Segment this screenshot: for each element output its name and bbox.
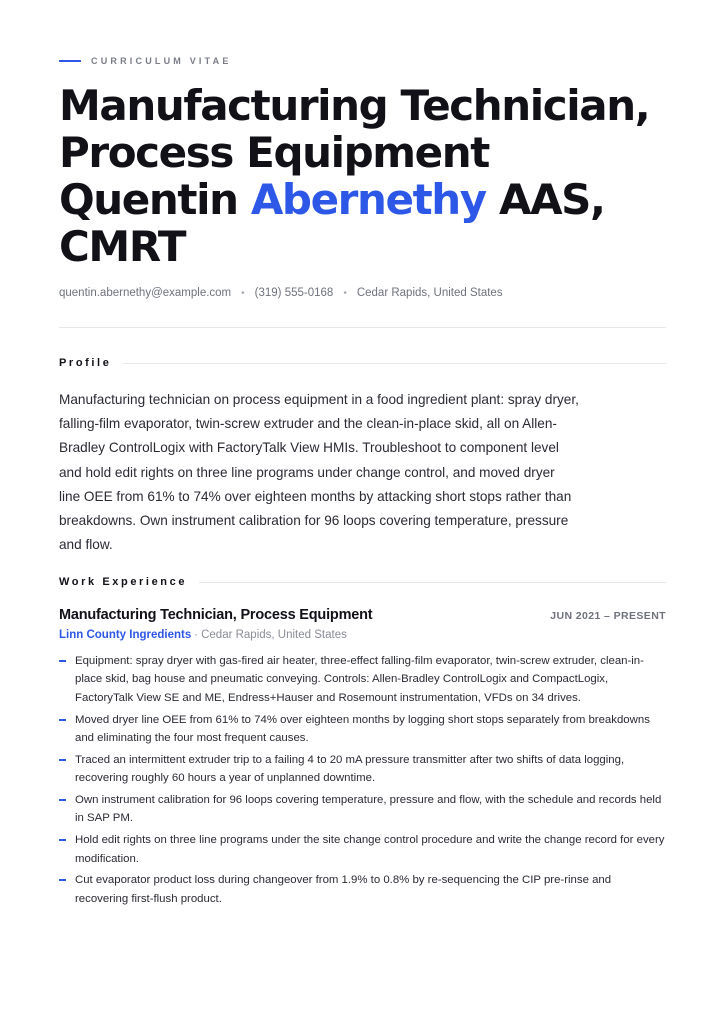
experience-section-header bbox=[59, 576, 666, 588]
job-location: Cedar Rapids, United States bbox=[201, 629, 347, 641]
list-item bbox=[59, 751, 666, 788]
bullet-dash-icon bbox=[59, 660, 66, 662]
section-divider bbox=[199, 582, 666, 583]
contact-separator: • bbox=[241, 287, 245, 299]
bullet-text: Hold edit rights on three line programs under the site change control procedure and write the change record for every modification. bbox=[75, 834, 665, 865]
job-organization bbox=[59, 629, 347, 641]
bullet-text: Equipment: spray dryer with gas-fired air heater, three-effect falling-film evaporator, twin-screw extruder, clean-in-place skid, bag house and pneumatic conveying. Controls: Allen-Bradley ControlLogix and CompactLogix, FactoryTalk View SE and ME, Endress+Hauser and Rosemount instrumentation, VFDs on 34 drives. bbox=[75, 655, 644, 704]
profile-summary: Manufacturing technician on process equipment in a food ingredient plant: spray dryer, falling-film evaporator, twin-screw extruder and the clean-in-place skid, all on Allen-Bradley ControlLogix with FactoryTalk View HMIs. Troubleshoot to component level and hold edit rights on three line programs under change control, and moved dryer line OEE from 61% to 74% over eighteen months by attacking short stops rather than breakdowns. Own instrument calibration for 96 loops covering temperature, pressure and flow. bbox=[59, 392, 579, 553]
name-suffix-line: CMRT bbox=[59, 222, 186, 271]
list-item bbox=[59, 652, 666, 707]
profile-heading: Profile bbox=[59, 357, 112, 369]
bullet-dash-icon bbox=[59, 759, 66, 761]
section-divider bbox=[123, 363, 666, 364]
job-title: Manufacturing Technician, Process Equipment bbox=[59, 607, 373, 623]
bullet-text: Own instrument calibration for 96 loops covering temperature, pressure and flow, with the schedule and records held in SAP PM. bbox=[75, 794, 662, 825]
contact-separator: • bbox=[343, 287, 347, 299]
header-divider bbox=[59, 327, 666, 328]
name-suffix-1: AAS, bbox=[498, 175, 605, 224]
contact-bar bbox=[59, 287, 503, 299]
bullet-dash-icon bbox=[59, 719, 66, 721]
bullet-text: Traced an intermittent extruder trip to a failing 4 to 20 mA pressure transmitter after two shifts of data logging, recovering roughly 60 hours a year of unplanned downtime. bbox=[75, 753, 625, 785]
bullet-text: Cut evaporator product loss during changeover from 1.9% to 0.8% by re-sequencing the CIP pre-rinse and recovering first-flush product. bbox=[75, 874, 612, 905]
company-name: Linn County Ingredients bbox=[59, 629, 192, 641]
list-item bbox=[59, 831, 666, 868]
page-title bbox=[59, 82, 666, 270]
profile-section-header bbox=[59, 357, 666, 369]
list-item bbox=[59, 791, 666, 828]
last-name: Abernethy bbox=[250, 175, 486, 224]
eyebrow-label: CURRICULUM VITAE bbox=[91, 56, 232, 66]
experience-heading: Work Experience bbox=[59, 576, 188, 588]
contact-location: Cedar Rapids, United States bbox=[356, 287, 503, 299]
eyebrow bbox=[59, 56, 232, 66]
bullet-text: Moved dryer line OEE from 61% to 74% over eighteen months by logging short stops separately from breakdowns and eliminating the four most frequent causes. bbox=[75, 713, 650, 745]
title-line-1: Manufacturing Technician, bbox=[59, 81, 650, 130]
bullet-dash-icon bbox=[59, 879, 66, 881]
list-item bbox=[59, 711, 666, 748]
name-line bbox=[59, 176, 666, 223]
bullet-dash-icon bbox=[59, 799, 66, 801]
job-dates: JUN 2021 – PRESENT bbox=[550, 610, 666, 622]
org-separator: · bbox=[194, 629, 199, 641]
bullet-dash-icon bbox=[59, 839, 66, 841]
contact-phone[interactable]: (319) 555-0168 bbox=[254, 287, 334, 299]
first-name: Quentin bbox=[59, 175, 238, 224]
list-item bbox=[59, 871, 666, 908]
contact-email[interactable]: quentin.abernethy@example.com bbox=[59, 287, 232, 299]
job-bullet-list bbox=[59, 652, 666, 912]
title-line-2: Process Equipment bbox=[59, 128, 489, 177]
job-header bbox=[59, 607, 666, 623]
eyebrow-accent-rule bbox=[59, 60, 81, 62]
